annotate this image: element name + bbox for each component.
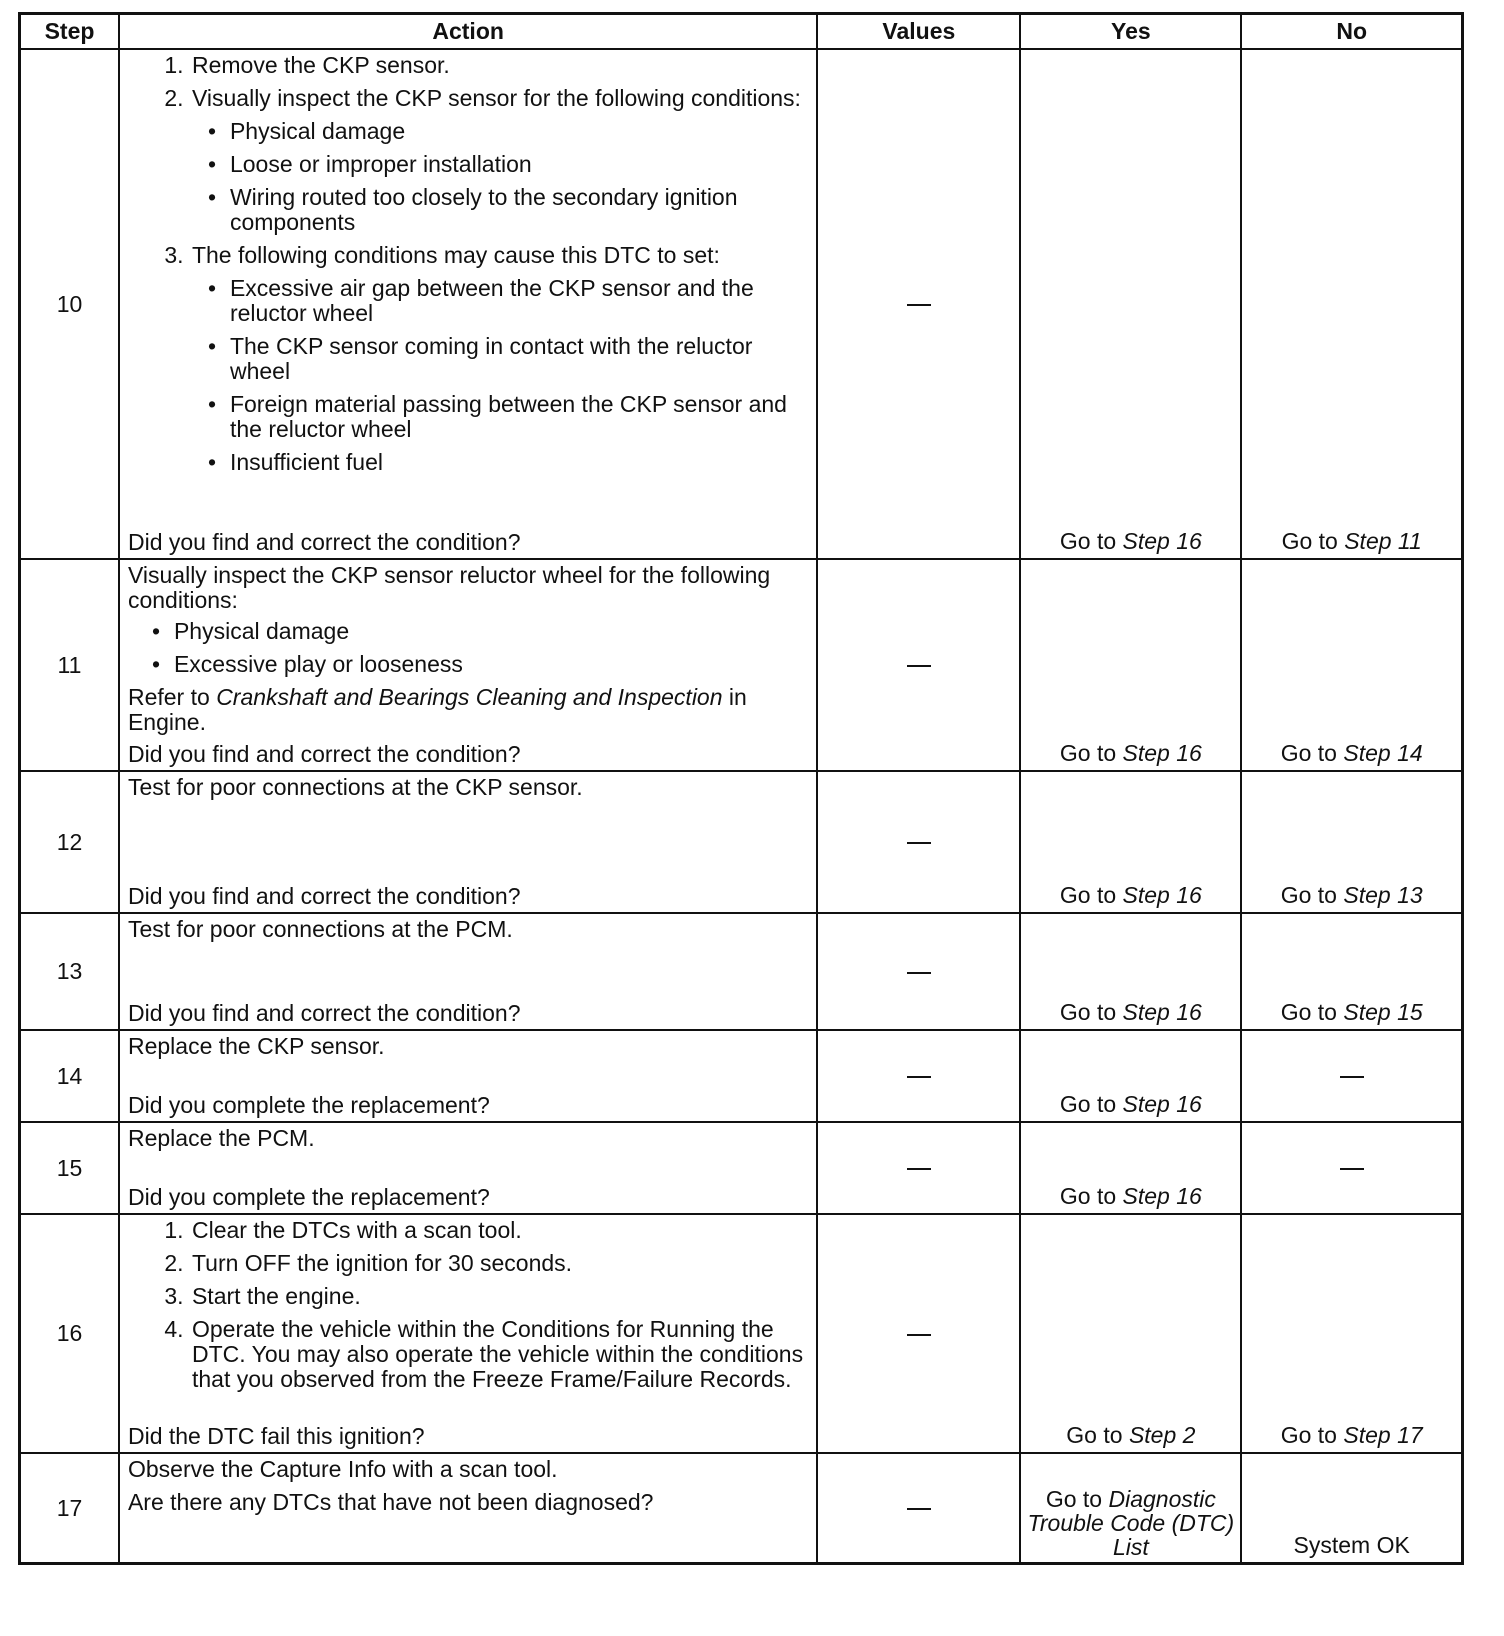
action-cell: [119, 559, 817, 771]
yes-cell: [1020, 913, 1241, 1030]
dash-mark: [1340, 1076, 1364, 1078]
values-cell: [817, 1030, 1020, 1122]
no-cell: [1241, 1453, 1462, 1564]
condition-item: • Excessive air gap between the CKP sensor and the reluctor wheel: [230, 276, 808, 326]
no-step-link[interactable]: Step 11: [1344, 528, 1422, 554]
action-step-text: Visually inspect the CKP sensor for the following conditions:: [191, 85, 801, 111]
step-number: 15: [20, 1122, 119, 1214]
action-cell: [119, 1214, 817, 1453]
header-step: Step: [20, 14, 119, 50]
action-step: 4. Operate the vehicle within the Conditions for Running the DTC. You may also operate the vehicle within the conditions that you observed from the Freeze Frame/Failure Records.: [190, 1317, 808, 1392]
go-to-label: Go to: [1045, 1486, 1103, 1512]
yes-step-link[interactable]: Step 16: [1122, 999, 1202, 1025]
header-action: Action: [119, 14, 817, 50]
action-question: Did you find and correct the condition?: [127, 1000, 521, 1026]
values-cell: [817, 913, 1020, 1030]
condition-item: • The CKP sensor coming in contact with the reluctor wheel: [230, 334, 808, 384]
values-cell: [817, 1214, 1020, 1453]
diagnostic-table: [18, 12, 1464, 1565]
table-row: [20, 913, 1463, 1030]
action-text: Replace the PCM.: [127, 1125, 315, 1151]
condition-item: • Physical damage: [230, 119, 808, 144]
go-to-label: Go to: [1280, 1422, 1337, 1448]
condition-list: [128, 619, 808, 677]
action-step: [190, 243, 808, 475]
table-row: [20, 559, 1463, 771]
no-step-link[interactable]: Step 14: [1343, 740, 1423, 766]
no-step-link[interactable]: Step 13: [1343, 882, 1423, 908]
dtc-list-link[interactable]: Diagnostic Trouble Code (DTC) List: [1027, 1486, 1235, 1560]
condition-item: • Wiring routed too closely to the secondary ignition components: [230, 185, 808, 235]
dash-mark: [907, 972, 931, 974]
yes-cell: [1020, 1122, 1241, 1214]
yes-step-link[interactable]: Step 16: [1122, 1183, 1202, 1209]
go-to-label: Go to: [1059, 999, 1117, 1025]
header-no: No: [1241, 14, 1462, 50]
go-to-label: Go to: [1281, 528, 1338, 554]
action-cell: [119, 1453, 817, 1564]
go-to-label: Go to: [1280, 999, 1337, 1025]
go-to-label: Go to: [1059, 1183, 1117, 1209]
action-question: Did you find and correct the condition?: [127, 529, 521, 555]
header-yes: Yes: [1020, 14, 1241, 50]
action-cell: [119, 771, 817, 913]
no-cell: [1241, 771, 1462, 913]
step-number: 10: [20, 49, 119, 559]
diagnostic-table-page: [18, 12, 1464, 1565]
condition-item: • Foreign material passing between the CKP sensor and the reluctor wheel: [230, 392, 808, 442]
action-cell: [119, 1030, 817, 1122]
yes-step-link[interactable]: Step 16: [1122, 882, 1202, 908]
action-step: 1. Clear the DTCs with a scan tool.: [190, 1218, 808, 1243]
action-step-text: The following conditions may cause this DTC to set:: [191, 242, 720, 268]
no-cell: [1241, 913, 1462, 1030]
reference-suffix: in Engine.: [127, 684, 747, 735]
reference-text: [128, 685, 808, 735]
go-to-label: Go to: [1059, 1091, 1117, 1117]
dash-mark: [907, 1168, 931, 1170]
dash-mark: [907, 304, 931, 306]
condition-list: [192, 276, 808, 475]
yes-step-link[interactable]: Step 16: [1122, 528, 1202, 554]
header-row: [20, 14, 1463, 50]
action-cell: [119, 1122, 817, 1214]
go-to-label: Go to: [1059, 740, 1117, 766]
action-question: Did you complete the replacement?: [127, 1184, 490, 1210]
dash-mark: [907, 665, 931, 667]
condition-item: • Loose or improper installation: [230, 152, 808, 177]
step-number: 11: [20, 559, 119, 771]
action-steps: [128, 53, 808, 475]
action-step: 2. Turn OFF the ignition for 30 seconds.: [190, 1251, 808, 1276]
dash-mark: [907, 1076, 931, 1078]
table-row: [20, 1122, 1463, 1214]
step-number: 17: [20, 1453, 119, 1564]
action-step: 3. Start the engine.: [190, 1284, 808, 1309]
action-text: Replace the CKP sensor.: [127, 1033, 385, 1059]
action-cell: [119, 913, 817, 1030]
action-text: Test for poor connections at the PCM.: [127, 916, 513, 942]
action-question: Did you find and correct the condition?: [127, 741, 521, 767]
condition-item: • Insufficient fuel: [230, 450, 808, 475]
no-cell: [1241, 559, 1462, 771]
step-number: 13: [20, 913, 119, 1030]
action-question: Did the DTC fail this ignition?: [127, 1423, 425, 1449]
system-ok-text: System OK: [1293, 1532, 1410, 1558]
action-question: Did you complete the replacement?: [127, 1092, 490, 1118]
yes-cell: [1020, 49, 1241, 559]
yes-cell: [1020, 559, 1241, 771]
go-to-label: Go to: [1280, 882, 1337, 908]
action-text: Observe the Capture Info with a scan tool.: [127, 1456, 558, 1482]
yes-step-link[interactable]: Step 2: [1128, 1422, 1196, 1448]
reference-link[interactable]: Crankshaft and Bearings Cleaning and Inspection: [216, 684, 723, 710]
yes-step-link[interactable]: Step 16: [1122, 740, 1202, 766]
dash-mark: [907, 1508, 931, 1510]
values-cell: [817, 49, 1020, 559]
table-row: [20, 771, 1463, 913]
header-values: Values: [817, 14, 1020, 50]
action-step: 1. Remove the CKP sensor.: [190, 53, 808, 78]
values-cell: [817, 1453, 1020, 1564]
step-number: 16: [20, 1214, 119, 1453]
go-to-label: Go to: [1059, 528, 1117, 554]
yes-step-link[interactable]: Step 16: [1122, 1091, 1202, 1117]
dash-mark: [1340, 1168, 1364, 1170]
reference-prefix: Refer to: [127, 684, 210, 710]
action-text: Test for poor connections at the CKP sensor.: [127, 774, 583, 800]
no-step-link[interactable]: Step 15: [1343, 999, 1423, 1025]
table-row: [20, 1214, 1463, 1453]
action-question: Are there any DTCs that have not been diagnosed?: [127, 1489, 654, 1515]
step-number: 14: [20, 1030, 119, 1122]
no-cell: [1241, 1122, 1462, 1214]
dash-mark: [907, 1334, 931, 1336]
action-text: Visually inspect the CKP sensor reluctor wheel for the following conditions:: [127, 562, 771, 613]
action-question: Did you find and correct the condition?: [127, 883, 521, 909]
yes-cell: [1020, 1214, 1241, 1453]
no-cell: [1241, 1030, 1462, 1122]
action-cell: [119, 49, 817, 559]
values-cell: [817, 771, 1020, 913]
yes-cell: [1020, 1030, 1241, 1122]
go-to-label: Go to: [1066, 1422, 1123, 1448]
yes-cell: [1020, 1453, 1241, 1564]
condition-list: [192, 119, 808, 235]
action-step: [190, 86, 808, 235]
go-to-label: Go to: [1280, 740, 1337, 766]
no-step-link[interactable]: Step 17: [1343, 1422, 1423, 1448]
dash-mark: [907, 842, 931, 844]
values-cell: [817, 559, 1020, 771]
no-cell: [1241, 49, 1462, 559]
condition-item: • Physical damage: [174, 619, 808, 644]
values-cell: [817, 1122, 1020, 1214]
table-row: [20, 49, 1463, 559]
condition-item: • Excessive play or looseness: [174, 652, 808, 677]
action-steps: [128, 1218, 808, 1392]
go-to-label: Go to: [1059, 882, 1117, 908]
table-row: [20, 1453, 1463, 1564]
step-number: 12: [20, 771, 119, 913]
table-row: [20, 1030, 1463, 1122]
yes-cell: [1020, 771, 1241, 913]
no-cell: [1241, 1214, 1462, 1453]
